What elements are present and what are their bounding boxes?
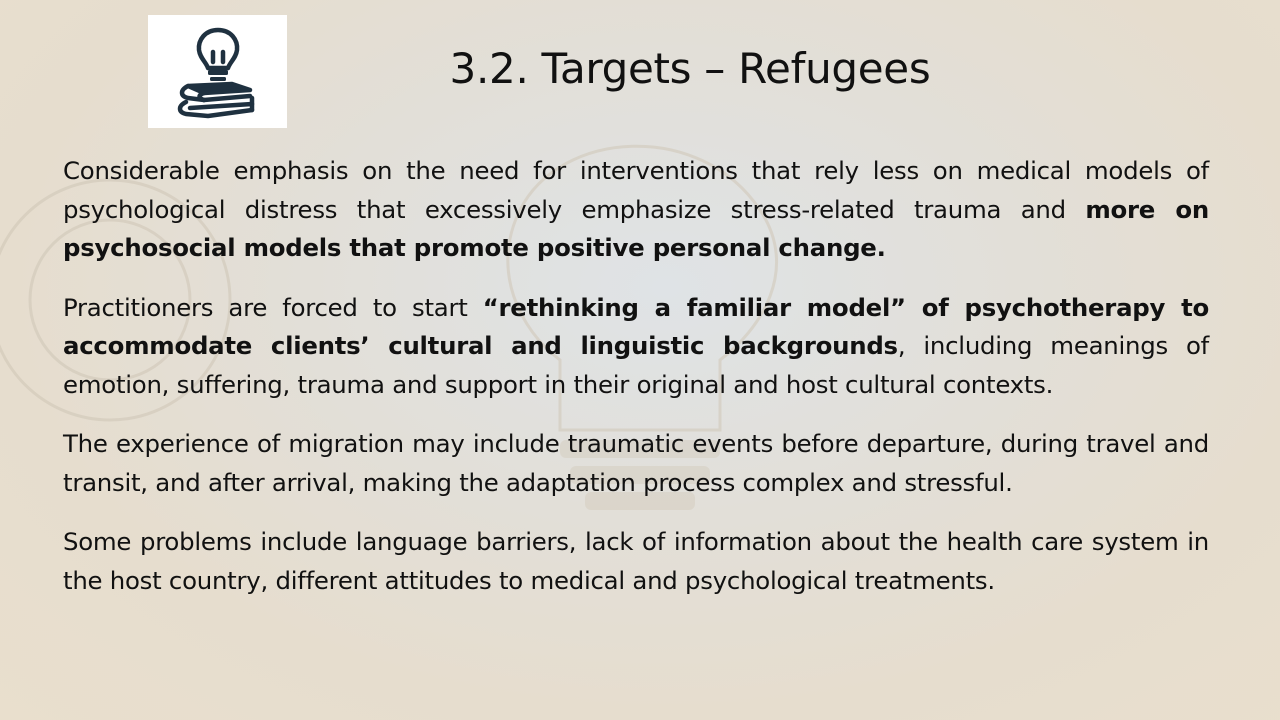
slide-title: 3.2. Targets – Refugees bbox=[449, 44, 931, 93]
paragraph-text: The experience of migration may include traumatic events before departure, during travel and transit, and after arrival, making the adaptation process complex and stressful. bbox=[63, 429, 1209, 497]
paragraph-rethinking-model bbox=[63, 289, 1209, 405]
paragraph-problems bbox=[63, 523, 1209, 600]
paragraph-emphasis: “rethinking a familiar model” of psychotherapy to accommodate clients’ cultural and linguistic backgrounds bbox=[63, 292, 1209, 360]
books-lightbulb-icon bbox=[168, 22, 268, 122]
slide-body bbox=[63, 152, 1209, 621]
logo bbox=[148, 15, 287, 128]
paragraph-text: , including meanings of emotion, suffering, trauma and support in their original and host cultural contexts. bbox=[63, 331, 1209, 399]
paragraph-migration-experience bbox=[63, 425, 1209, 502]
paragraph-medical-models bbox=[63, 152, 1209, 268]
paragraph-text: Practitioners are forced to start bbox=[63, 292, 483, 322]
paragraph-emphasis: more on psychosocial models that promote positive personal change. bbox=[63, 194, 1209, 262]
paragraph-text: Some problems include language barriers, lack of information about the health care system in the host country, different attitudes to medical and psychological treatments. bbox=[63, 527, 1209, 595]
paragraph-text: Considerable emphasis on the need for interventions that rely less on medical models of psychological distress that excessively emphasize stress-related trauma and bbox=[63, 156, 1209, 224]
